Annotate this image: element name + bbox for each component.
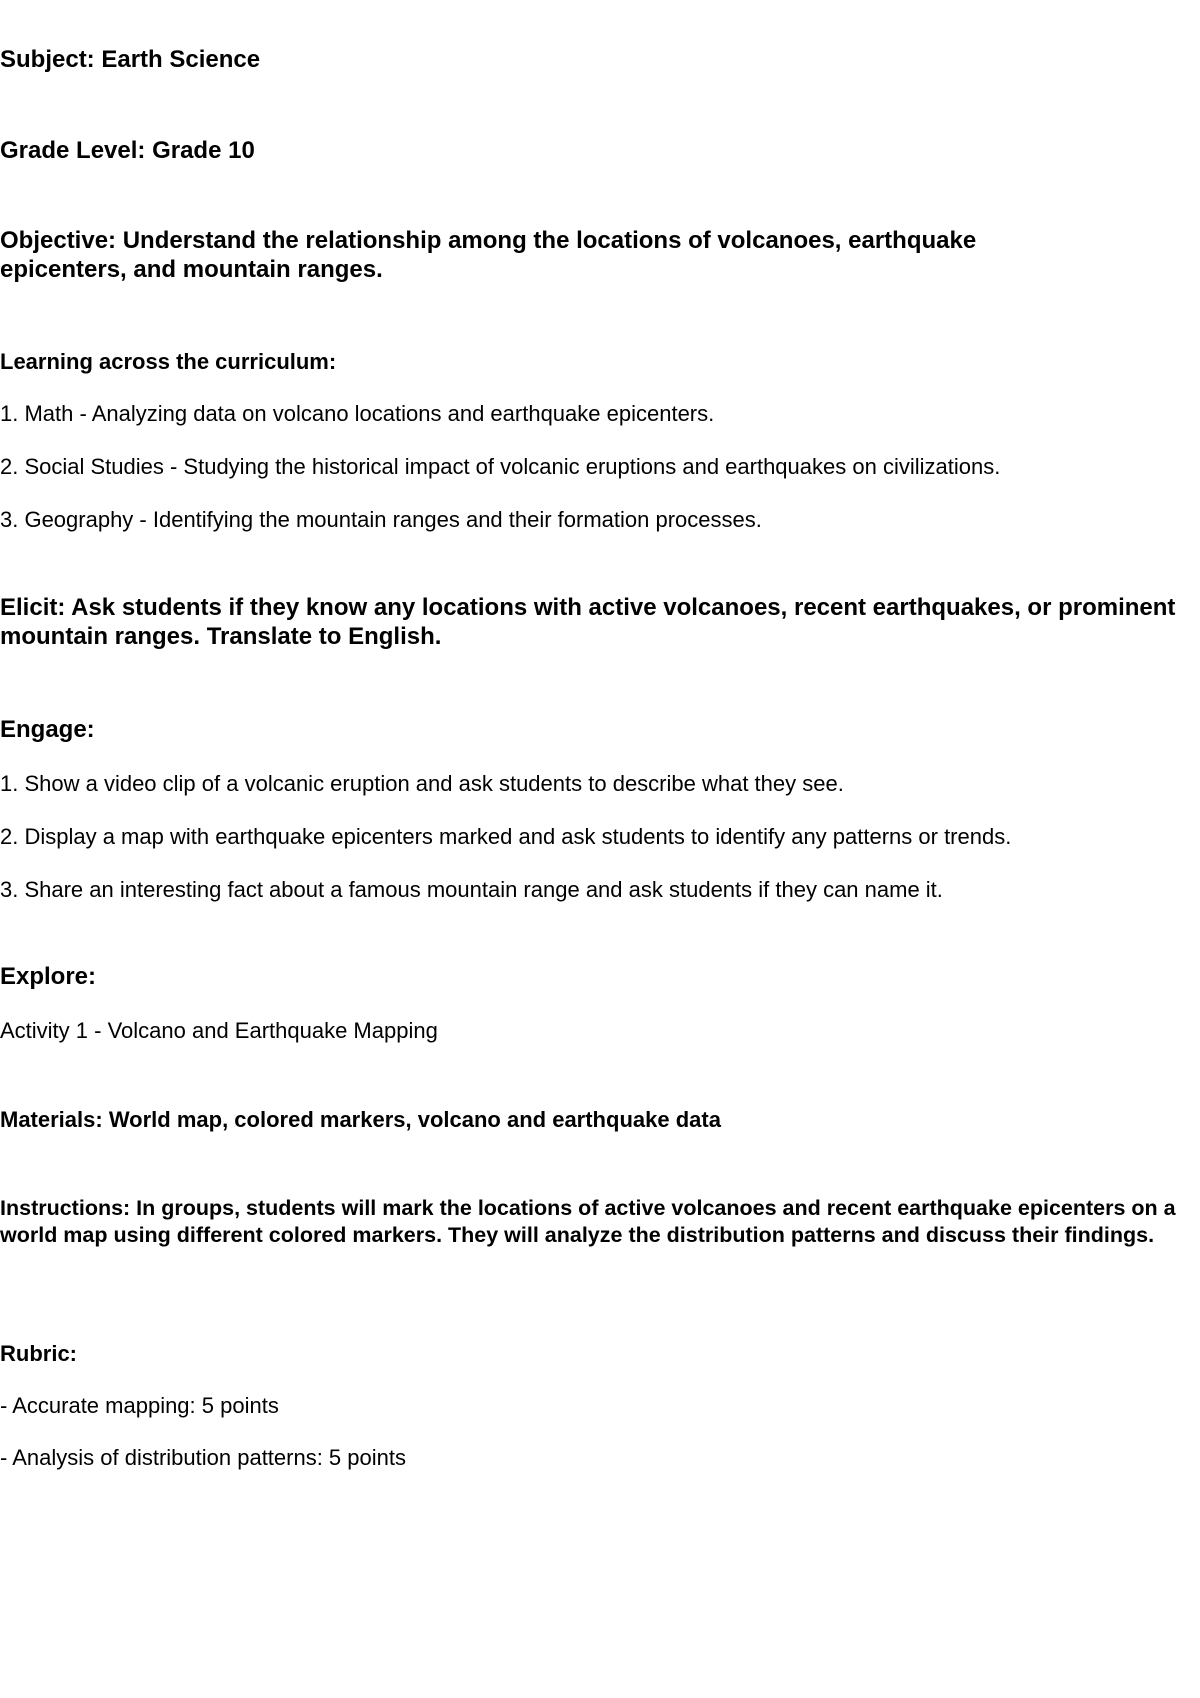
engage-item: 2. Display a map with earthquake epicenters marked and ask students to identify any patterns or trends. <box>0 824 1012 849</box>
explore-heading: Explore: <box>0 963 97 990</box>
engage-item: 3. Share an interesting fact about a famous mountain range and ask students if they can name it. <box>0 877 943 902</box>
activity-title: Activity 1 - Volcano and Earthquake Mapping <box>0 1018 438 1043</box>
subject-line: Subject: Earth Science <box>0 46 261 73</box>
learning-item: 2. Social Studies - Studying the historical impact of volcanic eruptions and earthquakes on civilizations. <box>0 454 1001 479</box>
elicit-paragraph: Elicit: Ask students if they know any locations with active volcanoes, recent earthquakes, or prominent mountain ranges. Translate to English. <box>0 594 1176 650</box>
rubric-item: - Accurate mapping: 5 points <box>0 1393 279 1418</box>
objective-paragraph: Objective: Understand the relationship among the locations of volcanoes, earthquake epicenters, and mountain ranges. <box>0 227 977 283</box>
instructions-paragraph: Instructions: In groups, students will mark the locations of active volcanoes and recent earthquake epicenters on a world map using different colored markers. They will analyze the distribution patterns and discuss their findings. <box>0 1196 1176 1248</box>
engage-heading: Engage: <box>0 716 95 743</box>
learning-item: 1. Math - Analyzing data on volcano locations and earthquake epicenters. <box>0 401 715 426</box>
grade-level-line: Grade Level: Grade 10 <box>0 137 255 164</box>
rubric-item: - Analysis of distribution patterns: 5 points <box>0 1445 406 1470</box>
rubric-heading: Rubric: <box>0 1341 77 1366</box>
learning-item: 3. Geography - Identifying the mountain ranges and their formation processes. <box>0 507 762 532</box>
engage-item: 1. Show a video clip of a volcanic eruption and ask students to describe what they see. <box>0 771 844 796</box>
materials-line: Materials: World map, colored markers, volcano and earthquake data <box>0 1107 721 1132</box>
learning-heading: Learning across the curriculum: <box>0 349 337 374</box>
